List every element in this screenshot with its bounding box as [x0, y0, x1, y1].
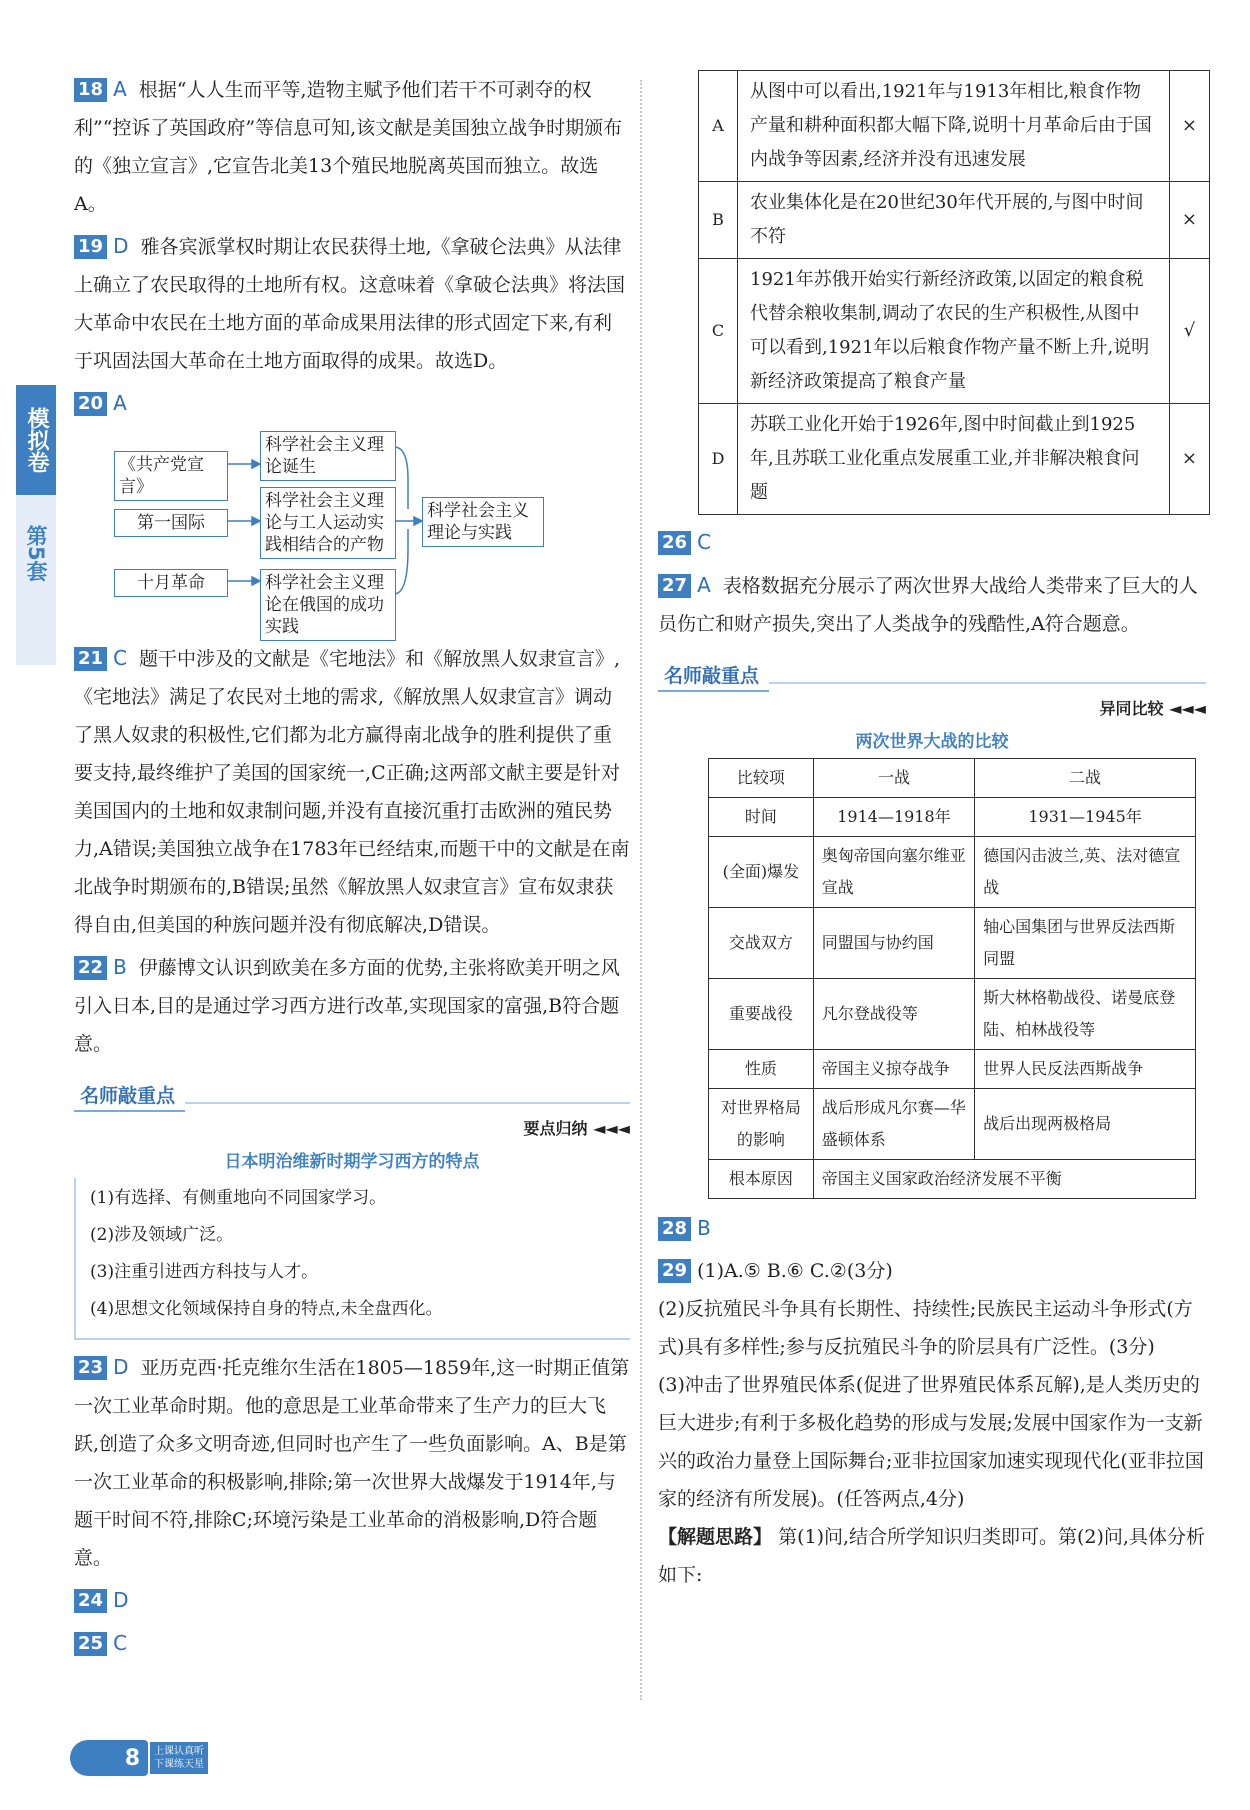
answer: D: [113, 234, 129, 258]
cell-ww2: 德国闪击波兰,英、法对德宣战: [975, 837, 1196, 908]
teacher-note-title: 两次世界大战的比较: [855, 732, 1009, 752]
option-text: 从图中可以看出,1921年与1913年相比,粮食作物产量和耕种面积都大幅下降,说明十月革命后由于国内战争等因素,经济并没有迅速发展: [738, 71, 1170, 182]
node-result: 科学社会主义理论与实践: [422, 497, 544, 547]
teacher-note-list: [74, 1178, 630, 1340]
solution-tip-text: 第(1)问,结合所学知识归类即可。第(2)问,具体分析如下:: [658, 1526, 1205, 1586]
list-item: (1)有选择、有侧重地向不同国家学习。: [90, 1188, 387, 1208]
cell-ww1: 战后形成凡尔赛—华盛顿体系: [813, 1089, 974, 1160]
row-label: 交战双方: [709, 908, 814, 979]
explanation: 伊藤博文认识到欧美在多方面的优势,主张将欧美开明之风引入日本,目的是通过学习西方进行改革,实现国家的富强,B符合题意。: [74, 957, 620, 1055]
option-mark: ×: [1169, 71, 1209, 182]
table-row: [699, 71, 1210, 182]
list-item: (4)思想文化领域保持自身的特点,未全盘西化。: [90, 1299, 443, 1319]
cell-ww1: 凡尔登战役等: [813, 979, 974, 1050]
cell-ww1: 帝国主义掠夺战争: [813, 1050, 974, 1089]
option-key: D: [699, 404, 738, 515]
node-theory-practice: 科学社会主义理论与工人运动实践相结合的产物: [260, 487, 396, 559]
teacher-note-1: [74, 1081, 630, 1340]
question-25: [74, 1624, 630, 1663]
row-label: 根本原因: [709, 1160, 814, 1199]
row-label: 时间: [709, 798, 814, 837]
answer: C: [697, 530, 712, 554]
node-october-revolution: 十月革命: [114, 569, 228, 597]
answer: B: [697, 1216, 711, 1240]
slogan-line: 上课认真听: [154, 1746, 204, 1757]
question-number: 18: [74, 78, 107, 102]
answer: D: [113, 1355, 129, 1379]
question-number: 29: [658, 1259, 691, 1283]
question-number: 20: [74, 392, 107, 416]
list-item: (3)注重引进西方科技与人才。: [90, 1262, 319, 1282]
side-tab-top: 模拟卷: [16, 385, 56, 495]
divider: [185, 1090, 630, 1104]
cell-ww2: 轴心国集团与世界反法西斯同盟: [975, 908, 1196, 979]
page-number: 8: [70, 1740, 148, 1776]
table-row: [709, 979, 1196, 1050]
side-tab: [16, 385, 56, 665]
teacher-note-sub: 要点归纳 ◄◄◄: [523, 1119, 630, 1138]
column-divider: [640, 80, 642, 1700]
teacher-note-title: 日本明治维新时期学习西方的特点: [224, 1152, 480, 1172]
answer: A: [697, 573, 711, 597]
question-21: [74, 639, 630, 944]
table-row: [699, 182, 1210, 259]
cell-ww2: 战后出现两极格局: [975, 1089, 1196, 1160]
teacher-note-label: 名师敲重点: [74, 1081, 185, 1112]
question-26: [658, 523, 1206, 562]
solution-tip: [658, 1518, 1206, 1594]
answer-part-3: (3)冲击了世界殖民体系(促进了世界殖民体系瓦解),是人类历史的巨大进步;有利于多极化趋势的形成与发展;发展中国家作为一支新兴的政治力量登上国际舞台;亚非拉国家加速实现现代化(亚非拉国家的经济有所发展)。(任答两点,4分): [658, 1374, 1204, 1510]
question-number: 19: [74, 235, 107, 259]
question-23: [74, 1348, 630, 1577]
question-number: 26: [658, 531, 691, 555]
option-key: B: [699, 182, 738, 259]
cell-ww2: 1931—1945年: [975, 798, 1196, 837]
teacher-note-2: [658, 661, 1206, 1199]
option-analysis-table: [698, 70, 1210, 515]
right-column: [658, 70, 1206, 1598]
flow-diagram: [74, 429, 630, 637]
answer: B: [113, 955, 127, 979]
slogan: [150, 1742, 208, 1774]
table-row: [709, 1089, 1196, 1160]
question-29: [658, 1252, 1206, 1594]
table-row: [709, 1160, 1196, 1199]
cell-ww1: 奥匈帝国向塞尔维亚宣战: [813, 837, 974, 908]
cell-ww1: 同盟国与协约国: [813, 908, 974, 979]
answer-part-1: (1)A.⑤ B.⑥ C.②(3分): [697, 1260, 893, 1282]
column-header: 比较项: [709, 759, 814, 798]
list-item: (2)涉及领域广泛。: [90, 1225, 234, 1245]
column-header: 一战: [813, 759, 974, 798]
cell-merged: 帝国主义国家政治经济发展不平衡: [813, 1160, 1195, 1199]
answer: A: [113, 391, 127, 415]
option-text: 1921年苏俄开始实行新经济政策,以固定的粮食税代替余粮收集制,调动了农民的生产积极性,从图中可以看到,1921年以后粮食作物产量不断上升,说明新经济政策提高了粮食产量: [738, 259, 1170, 404]
question-number: 28: [658, 1217, 691, 1241]
table-row: [709, 908, 1196, 979]
answer: C: [113, 1631, 128, 1655]
page-footer: [70, 1740, 208, 1776]
teacher-note-sub: 异同比较 ◄◄◄: [1099, 699, 1206, 718]
question-number: 21: [74, 647, 107, 671]
explanation: 根据“人人生而平等,造物主赋予他们若干不可剥夺的权利”“控诉了英国政府”等信息可知,该文献是美国独立战争时期颁布的《独立宣言》,它宣告北美13个殖民地脱离英国而独立。故选A。: [74, 79, 623, 215]
node-theory-birth: 科学社会主义理论诞生: [260, 431, 396, 481]
row-label: 重要战役: [709, 979, 814, 1050]
column-header: 二战: [975, 759, 1196, 798]
question-number: 22: [74, 956, 107, 980]
option-text: 农业集体化是在20世纪30年代开展的,与图中时间不符: [738, 182, 1170, 259]
divider: [769, 670, 1206, 684]
question-24: [74, 1581, 630, 1620]
table-row: [699, 259, 1210, 404]
explanation: 表格数据充分展示了两次世界大战给人类带来了巨大的人员伤亡和财产损失,突出了人类战争的残酷性,A符合题意。: [658, 575, 1198, 635]
option-mark: √: [1169, 259, 1209, 404]
question-20: [74, 384, 630, 423]
question-28: [658, 1209, 1206, 1248]
answer: C: [113, 646, 128, 670]
question-19: [74, 227, 630, 380]
node-communist-manifesto: 《共产党宣言》: [114, 451, 228, 501]
solution-tip-label: 【解题思路】: [658, 1526, 773, 1548]
option-text: 苏联工业化开始于1926年,图中时间截止到1925年,且苏联工业化重点发展重工业,并非解决粮食问题: [738, 404, 1170, 515]
table-row: [699, 404, 1210, 515]
explanation: 题干中涉及的文献是《宅地法》和《解放黑人奴隶宣言》,《宅地法》满足了农民对土地的需求,《解放黑人奴隶宣言》调动了黑人奴隶的积极性,它们都为北方赢得南北战争的胜利提供了重要支持,最终维护了美国的国家统一,C正确;这两部文献主要是针对美国国内的土地和奴隶制问题,并没有直接沉重打击欧洲的殖民势力,A错误;美国独立战争在1783年已经结束,而题干中的文献是在南北战争时期颁布的,B错误;虽然《解放黑人奴隶宣言》宣布奴隶获得自由,但美国的种族问题并没有彻底解决,D错误。: [74, 648, 630, 936]
war-comparison-table: [708, 758, 1196, 1199]
option-mark: ×: [1169, 182, 1209, 259]
question-number: 23: [74, 1356, 107, 1380]
teacher-note-label: 名师敲重点: [658, 661, 769, 692]
option-mark: ×: [1169, 404, 1209, 515]
answer: D: [113, 1588, 129, 1612]
table-row: [709, 837, 1196, 908]
row-label: (全面)爆发: [709, 837, 814, 908]
cell-ww2: 斯大林格勒战役、诺曼底登陆、柏林战役等: [975, 979, 1196, 1050]
cell-ww2: 世界人民反法西斯战争: [975, 1050, 1196, 1089]
question-27: [658, 566, 1206, 643]
explanation: 雅各宾派掌权时期让农民获得土地,《拿破仑法典》从法律上确立了农民取得的土地所有权。这意味着《拿破仑法典》将法国大革命中农民在土地方面的革命成果用法律的形式固定下来,有利于巩固法国大革命在土地方面取得的成果。故选D。: [74, 236, 626, 372]
question-number: 27: [658, 574, 691, 598]
slogan-line: 下课练天星: [154, 1759, 204, 1770]
answer: A: [113, 77, 127, 101]
node-first-international: 第一国际: [114, 509, 228, 537]
question-number: 25: [74, 1632, 107, 1656]
row-label: 性质: [709, 1050, 814, 1089]
left-column: [74, 70, 630, 1667]
option-key: A: [699, 71, 738, 182]
table-header-row: [709, 759, 1196, 798]
table-row: [709, 1050, 1196, 1089]
question-18: [74, 70, 630, 223]
cell-ww1: 1914—1918年: [813, 798, 974, 837]
explanation: 亚历克西·托克维尔生活在1805—1859年,这一时期正值第一次工业革命时期。他的意思是工业革命带来了生产力的巨大飞跃,创造了众多文明奇迹,但同时也产生了一些负面影响。A、B是第一次工业革命的积极影响,排除;第一次世界大战爆发于1914年,与题干时间不符,排除C;环境污染是工业革命的消极影响,D符合题意。: [74, 1357, 630, 1569]
node-russia-practice: 科学社会主义理论在俄国的成功实践: [260, 569, 396, 641]
option-key: C: [699, 259, 738, 404]
row-label: 对世界格局的影响: [709, 1089, 814, 1160]
table-row: [709, 798, 1196, 837]
question-number: 24: [74, 1589, 107, 1613]
side-tab-bottom: 第5套: [24, 525, 48, 582]
question-22: [74, 948, 630, 1063]
answer-part-2: (2)反抗殖民斗争具有长期性、持续性;民族民主运动斗争形式(方式)具有多样性;参与反抗殖民斗争的阶层具有广泛性。(3分): [658, 1298, 1193, 1358]
